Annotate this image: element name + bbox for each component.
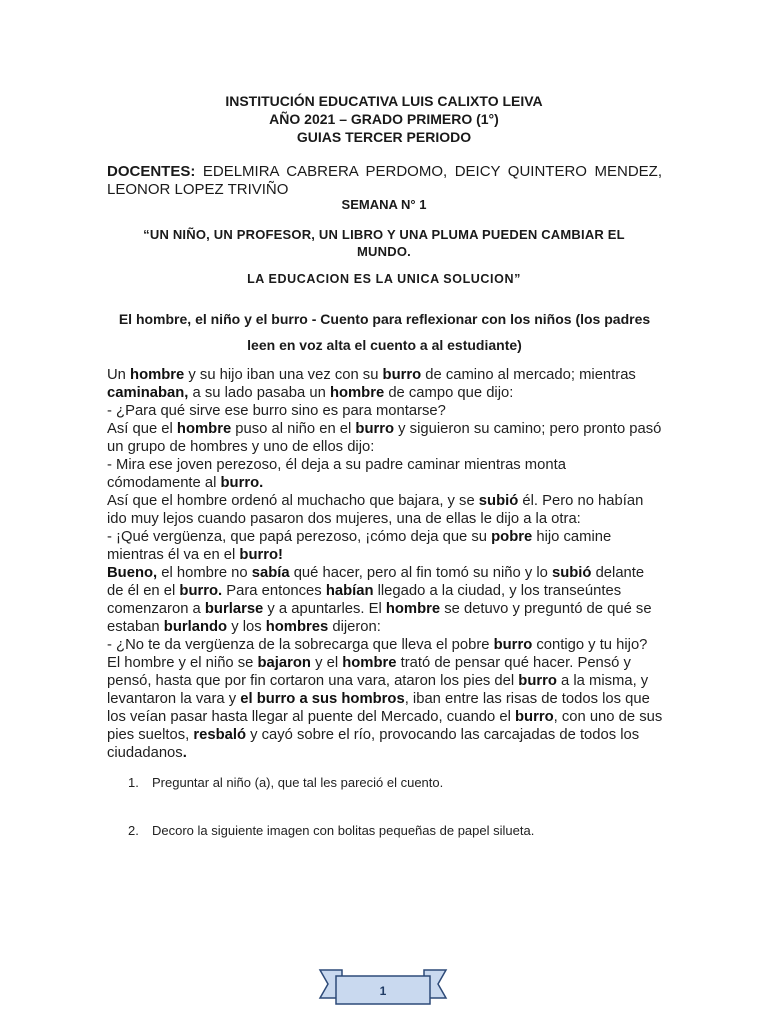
story-paragraph <box>107 654 663 762</box>
teachers-label: DOCENTES: <box>107 163 196 180</box>
story-text: - ¿No te da vergüenza de la sobrecarga que lleva el pobre <box>107 637 494 653</box>
question-item <box>128 823 534 838</box>
story-text: y siguieron su camino; pero pronto pasó un grupo de hombres y uno de ellos dijo: <box>107 421 662 455</box>
emphasized-text: sabía <box>251 565 290 581</box>
emphasized-text: burlarse <box>204 601 264 617</box>
story-paragraph <box>107 420 663 456</box>
story-text: el hombre no <box>157 565 252 581</box>
emphasized-text: hombre <box>329 385 385 401</box>
teachers-line <box>107 163 662 199</box>
story-paragraph <box>107 456 663 492</box>
story-paragraph <box>107 366 663 402</box>
emphasized-text: hombre <box>176 421 232 437</box>
week-label: SEMANA N° 1 <box>341 197 427 212</box>
question-number: 2. <box>128 823 139 838</box>
emphasized-text: bajaron <box>257 655 311 671</box>
quote-line-2: LA EDUCACION ES LA UNICA SOLUCION” <box>247 272 521 286</box>
emphasized-text: hombre <box>130 367 185 383</box>
emphasized-text: burro <box>518 673 557 689</box>
story-text: hijo camine mientras él va en el <box>107 529 612 563</box>
emphasized-text: habían <box>325 583 374 599</box>
emphasized-text: burlando <box>163 619 228 635</box>
question-item <box>128 775 443 790</box>
emphasized-text: subió <box>552 565 592 581</box>
story-text: trató de pensar qué hacer. Pensó y pensó, hasta que por fin cortaron una vara, ataron los pies del <box>107 655 631 689</box>
story-text: de camino al mercado; mientras <box>421 367 636 383</box>
story-text: y a apuntarles. El <box>263 601 386 617</box>
emphasized-text: burro <box>493 637 533 653</box>
teachers-names: EDELMIRA CABRERA PERDOMO, DEICY QUINTERO MENDEZ, LEONOR LOPEZ TRIVIÑO <box>107 163 662 198</box>
emphasized-text: hombre <box>385 601 441 617</box>
emphasized-text: el burro a sus hombros <box>240 691 405 707</box>
story-text: Así que el hombre ordenó al muchacho que bajara, y se <box>107 493 479 509</box>
quote-line-1: “UN NIÑO, UN PROFESOR, UN LIBRO Y UNA PLUMA PUEDEN CAMBIAR EL MUNDO. <box>143 227 625 259</box>
year-grade: AÑO 2021 – GRADO PRIMERO (1°) <box>269 111 499 127</box>
story-paragraph <box>107 636 663 654</box>
story-text: Para entonces <box>222 583 326 599</box>
story-paragraph <box>107 492 663 528</box>
emphasized-text: hombre <box>342 655 397 671</box>
story-text: llegado a la ciudad, y los transeúntes comenzaron a <box>107 583 622 617</box>
emphasized-text: pobre <box>491 529 533 545</box>
emphasized-text: . <box>182 745 187 761</box>
story-text: se detuvo y preguntó de qué se estaban <box>107 601 652 635</box>
emphasized-text: burro. <box>220 475 264 491</box>
story-text: puso al niño en el <box>231 421 356 437</box>
emphasized-text: subió <box>478 493 519 509</box>
story-text: Así que el <box>107 421 177 437</box>
emphasized-text: burro. <box>179 583 223 599</box>
story-text: El hombre y el niño se <box>107 655 258 671</box>
emphasized-text: burro <box>355 421 395 437</box>
story-text: dijeron: <box>328 619 381 635</box>
story-text: - ¡Qué vergüenza, que papá perezoso, ¡cómo deja que su <box>107 529 492 545</box>
story-text: , iban entre las risas de todos los que los veían pasar hasta llegar al puente del Mercado, cuando el <box>107 691 650 725</box>
story-text: contigo y tu hijo? <box>532 637 648 653</box>
story-paragraph: - ¿Para qué sirve ese burro sino es para montarse? <box>107 403 446 419</box>
emphasized-text: Bueno, <box>107 565 158 581</box>
story-text: y cayó sobre el río, provocando las carcajadas de todos los ciudadanos <box>107 727 640 761</box>
story-text: qué hacer, pero al fin tomó su niño y lo <box>289 565 552 581</box>
period-title: GUIAS TERCER PERIODO <box>296 129 472 145</box>
story-body <box>107 366 663 762</box>
page-number-ribbon <box>318 964 448 1010</box>
story-text: a la misma, y levantaron la vara y <box>107 673 649 707</box>
emphasized-text: burro <box>515 709 554 725</box>
story-text: - Mira ese joven perezoso, él deja a su padre caminar mientras monta cómodamente al <box>107 457 566 491</box>
story-text: él. Pero no habían ido muy lejos cuando pasaron dos mujeres, una de ellas le dijo a la otra: <box>107 493 644 527</box>
story-text: de campo que dijo: <box>384 385 514 401</box>
emphasized-text: burro <box>382 367 422 383</box>
emphasized-text: caminaban, <box>107 385 189 401</box>
story-text: a su lado pasaba un <box>188 385 330 401</box>
question-number: 1. <box>128 775 139 790</box>
story-text: y los <box>227 619 266 635</box>
institution-name: INSTITUCIÓN EDUCATIVA LUIS CALIXTO LEIVA <box>225 93 543 109</box>
story-paragraph <box>107 564 663 636</box>
emphasized-text: burro! <box>239 547 283 563</box>
page-number: 1 <box>379 984 387 998</box>
document-header <box>0 92 768 146</box>
emphasized-text: hombres <box>265 619 329 635</box>
story-paragraph <box>107 528 663 564</box>
story-text: y su hijo iban una vez con su <box>184 367 383 383</box>
emphasized-text: resbaló <box>193 727 247 743</box>
question-text: Preguntar al niño (a), que tal les pareció el cuento. <box>152 775 444 790</box>
story-text: Un <box>107 367 131 383</box>
question-text: Decoro la siguiente imagen con bolitas pequeñas de papel silueta. <box>152 823 535 838</box>
story-text: delante de él en el <box>107 565 645 599</box>
story-text: y el <box>310 655 343 671</box>
story-title: El hombre, el niño y el burro - Cuento para reflexionar con los niños (los padres leen en voz alta el cuento a al estudiante) <box>118 311 651 353</box>
story-text: , con uno de sus pies sueltos, <box>107 709 663 743</box>
